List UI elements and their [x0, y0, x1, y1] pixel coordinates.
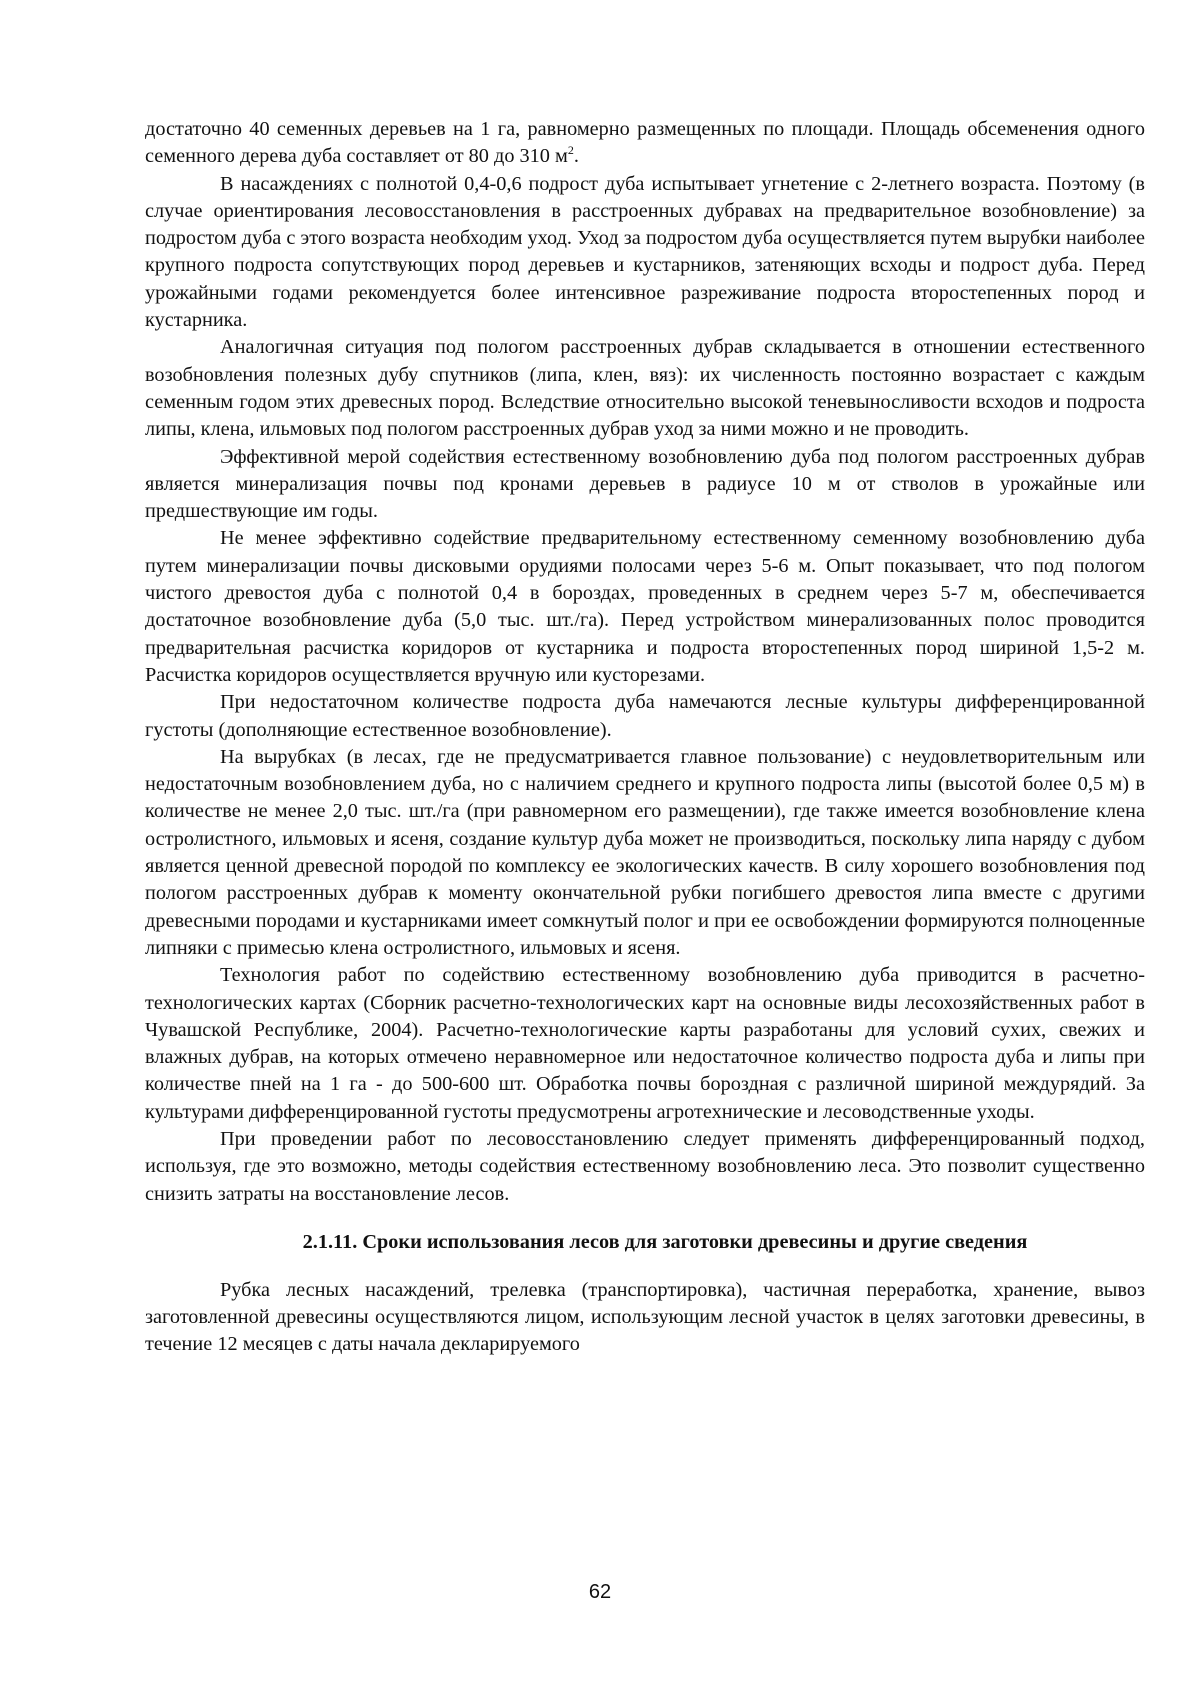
paragraph-technology-maps: Технология работ по содействию естественному возобновлению дуба приводится в расчетно-технологических картах (Сборник расчетно-технологических карт на основные виды лесохозяйственных работ в Чувашской Республике, 2004). Расчетно-технологические карты разработаны для условий сухих, свежих и влажных дубрав, на которых отмечено неравномерное или недостаточное количество подроста дуба и липы при количестве пней на 1 га - до 500-600 шт. Обработка почвы бороздная с различной шириной междурядий. За культурами дифференцированной густоты предусмотрены агротехнические и лесоводственные уходы. [145, 964, 1145, 1123]
paragraph-differentiated-approach: При проведении работ по лесовосстановлению следует применять дифференцированный подход, используя, где это возможно, методы содействия естественному возобновлению леса. Это позволит существенно снизить затраты на восстановление лесов. [145, 1127, 1145, 1205]
paragraph-end-period: . [573, 145, 579, 168]
paragraph-soil-mineralization: Эффективной мерой содействия естественному возобновлению дуба под пологом расстроенных дубрав является минерализация почвы под кронами деревьев в радиусе 10 м от стволов в урожайные или предшествующие им годы. [145, 445, 1145, 523]
paragraph-logging-terms: Рубка лесных насаждений, трелевка (транспортировка), частичная переработка, хранение, вывоз заготовленной древесины осуществляются лицом, использующим лесной участок в целях заготовки древесины, в течение 12 месяцев с даты начала декларируемого [145, 1278, 1145, 1356]
superscript-two: 2 [567, 143, 574, 158]
page-number: 62 [588, 1581, 612, 1603]
paragraph-continuation [145, 116, 1145, 171]
document-body [145, 116, 1145, 1359]
paragraph-oak-undergrowth-care: В насаждениях с полнотой 0,4-0,6 подрост дуба испытывает угнетение с 2-летнего возраста. Поэтому (в случае ориентирования лесовосстановления в расстроенных дубравах на предварительное возобновление) за подростом дуба с этого возраста необходим уход. Уход за подростом дуба осуществляется путем вырубки наиболее крупного подроста сопутствующих пород деревьев и кустарников, затеняющих всходы и подрост дуба. Перед урожайными годами рекомендуется более интенсивное разреживание подроста второстепенных пород и кустарника. [145, 172, 1145, 332]
paragraph-clearcuts-linden: На вырубках (в лесах, где не предусматривается главное пользование) с неудовлетворительным или недостаточным возобновлением дуба, но с наличием среднего и крупного подроста липы (высотой более 0,5 м) в количестве не менее 2,0 тыс. шт./га (при равномерном его размещении), где также имеется возобновление клена остролистного, ильмовых и ясеня, создание культур дуба может не производиться, поскольку липа наряду с дубом является ценной древесной породой по комплексу ее экологических качеств. В силу хорошего возобновления под пологом расстроенных дубрав к моменту окончательной рубки погибшего древостоя липа вместе с другими древесными породами и кустарниками имеет сомкнутый полог и при ее освобождении формируются полноценные липняки с примесью клена остролистного, ильмовых и ясеня. [145, 745, 1145, 959]
paragraph-companion-species: Аналогичная ситуация под пологом расстроенных дубрав складывается в отношении естественного возобновления полезных дубу спутников (липа, клен, вяз): их численность постоянно возрастает с каждым семенным годом этих древесных пород. Вследствие относительно высокой теневыносливости всходов и подроста липы, клена, ильмовых под пологом расстроенных дубрав уход за ними можно и не проводить. [145, 336, 1145, 441]
paragraph-differentiated-density: При недостаточном количестве подроста дуба намечаются лесные культуры дифференцированной густоты (дополняющие естественное возобновление). [145, 691, 1145, 741]
paragraph-text: достаточно 40 семенных деревьев на 1 га, равномерно размещенных по площади. Площадь обсеменения одного семенного дерева дуба составляет от 80 до 310 м [145, 118, 1145, 168]
section-spacer [145, 1256, 1145, 1277]
paragraph-disk-tools: Не менее эффективно содействие предварительному естественному семенному возобновлению дуба путем минерализации почвы дисковыми орудиями полосами через 5-6 м. Опыт показывает, что под пологом чистого древостоя дуба с полнотой 0,4 в бороздах, проведенных в среднем через 5-7 м, обеспечивается достаточное возобновление дуба (5,0 тыс. шт./га). Перед устройством минерализованных полос проводится предварительная расчистка коридоров от кустарника и подроста второстепенных пород шириной 1,5-2 м. Расчистка коридоров осуществляется вручную или кусторезами. [145, 527, 1145, 686]
section-spacer [145, 1208, 1145, 1229]
section-heading: 2.1.11. Сроки использования лесов для заготовки древесины и другие сведения [302, 1230, 1028, 1253]
